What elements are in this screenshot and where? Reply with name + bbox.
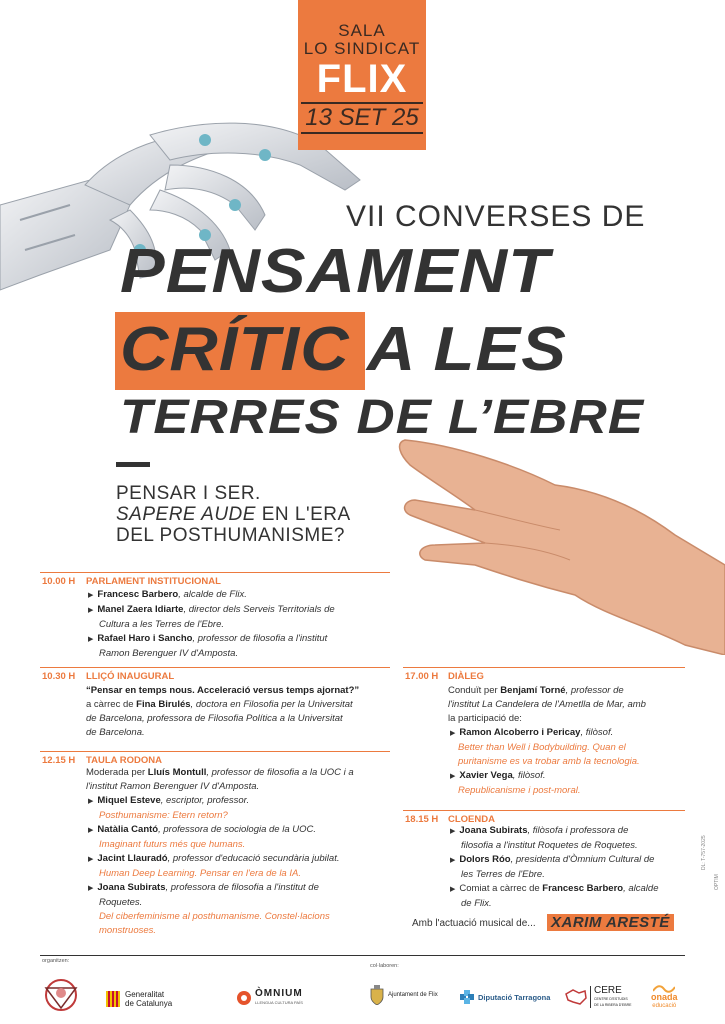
- bullet-icon: ▶: [450, 828, 456, 835]
- diputacio-icon: [460, 990, 474, 1004]
- organizers-label: organitzen:: [42, 958, 70, 964]
- list-item: [448, 769, 688, 784]
- section-rule: [40, 667, 390, 668]
- list-item: [86, 881, 391, 896]
- session-heading: CLOENDA: [448, 814, 495, 825]
- ajuntament-logo: [370, 985, 438, 1005]
- session-heading: PARLAMENT INSTITUCIONAL: [86, 576, 221, 587]
- venue-city: FLIX: [316, 57, 408, 101]
- speaker-desc: , alcalde de Flix.: [178, 589, 247, 600]
- moderator-line: [448, 698, 688, 712]
- speaker-desc-cont: [450, 839, 690, 853]
- lecture-title: [86, 684, 391, 698]
- speaker-desc: de Barcelona, professora de Filosofia Política a la Universitat: [86, 713, 343, 724]
- speaker-desc-line: Roquetes.: [99, 897, 143, 908]
- talk-title: Imaginant futurs més que humans.: [99, 839, 246, 850]
- speaker-name: Fina Birulés: [136, 699, 191, 710]
- list-item: [448, 726, 688, 741]
- speaker-desc-line: Ramon Berenguer IV d'Amposta.: [99, 648, 239, 659]
- speaker-desc-cont: [450, 897, 690, 911]
- speaker-name: Manel Zaera Idiarte: [97, 604, 184, 615]
- speaker-desc-cont: [450, 868, 690, 882]
- moderator-line: la participació de:: [448, 713, 522, 724]
- speaker-desc: , filòsof.: [580, 727, 614, 738]
- text: Generalitat: [125, 990, 165, 999]
- speaker-desc: de Barcelona.: [86, 727, 145, 738]
- subtitle-latin: SAPERE AUDE: [116, 504, 256, 525]
- talk-title-cont: puritanisme es va trobar amb la tecnologia.: [458, 756, 640, 767]
- list-item: [88, 588, 388, 603]
- talk-title: Human Deep Learning. Pensar en l'era de la IA.: [99, 868, 301, 879]
- conversa-logo-icon: [40, 978, 82, 1012]
- list-item: [450, 853, 690, 868]
- subtitle-line-1: PENSAR I SER.: [116, 483, 261, 504]
- music-credit: Amb l'actuació musical de...: [412, 918, 536, 929]
- text: a càrrec de: [86, 699, 137, 710]
- title-line-3: TERRES DE L’EBRE: [120, 391, 645, 444]
- bullet-icon: ▶: [88, 885, 94, 892]
- speaker-desc: , professor de filosofia a l'institut: [192, 633, 328, 644]
- venue-date-badge: [298, 0, 426, 150]
- text: Conduït per: [448, 685, 501, 696]
- session-time: 10.00 H: [42, 576, 76, 587]
- subtitle-line-3: DEL POSTHUMANISME?: [116, 525, 345, 546]
- list-item: [86, 794, 391, 809]
- lecture-line: [86, 698, 391, 712]
- session-items: [88, 588, 388, 661]
- session-time: 10.30 H: [42, 671, 76, 682]
- cere-logo: [565, 986, 631, 1008]
- title-line-2: CRÍTIC A LES: [120, 315, 567, 384]
- bullet-icon: ▶: [450, 886, 456, 893]
- speaker-desc: , professora de sociologia de la UOC.: [158, 824, 316, 835]
- speaker-desc: , professor d'educació secundària jubilat.: [167, 853, 340, 864]
- lecture-quote: “Pensar en temps nous. Acceleració versus temps ajornat?”: [86, 685, 360, 696]
- bullet-icon: ▶: [88, 607, 94, 614]
- session-body: [448, 684, 688, 798]
- text: de Catalunya: [125, 999, 173, 1008]
- generalitat-name: [125, 990, 172, 1008]
- list-item: [450, 824, 690, 839]
- speaker-name: Rafael Haro i Sancho: [97, 633, 193, 644]
- bullet-icon: ▶: [450, 730, 456, 737]
- subtitle-line-2-rest: EN L'ERA: [255, 504, 351, 525]
- text: Comiat a càrrec de: [459, 883, 543, 894]
- session-heading: LLIÇÓ INAUGURAL: [86, 671, 175, 682]
- section-rule: [403, 667, 685, 668]
- bullet-icon: ▶: [88, 592, 94, 599]
- omnium-name: [255, 989, 303, 1007]
- talk-title: Republicanisme i post-moral.: [458, 785, 581, 796]
- speaker-name: Joana Subirats: [459, 825, 528, 836]
- speaker-name: Jacint Llauradó: [97, 853, 168, 864]
- speaker-desc: l'institut Ramon Berenguer IV d'Amposta.: [86, 781, 260, 792]
- speaker-name: Dolors Róo: [459, 854, 511, 865]
- moderator-line: [448, 684, 688, 698]
- speaker-desc-cont: [86, 896, 391, 910]
- talk-title: Posthumanisme: Etern retorn?: [99, 810, 228, 821]
- speaker-desc-line: Cultura a les Terres de l'Ebre.: [99, 619, 225, 630]
- speaker-desc-line: les Terres de l'Ebre.: [461, 869, 545, 880]
- subtitle-line-2: [116, 504, 351, 525]
- generalitat-logo: [106, 990, 172, 1008]
- section-rule: [40, 572, 390, 573]
- speaker-name: Benjamí Torné: [500, 685, 566, 696]
- title-kicker: VII CONVERSES DE: [346, 200, 646, 233]
- text: LLENGUA CULTURA PAÍS: [255, 1000, 303, 1005]
- text: Diputació Tarragona: [478, 992, 551, 1002]
- list-item: [88, 603, 388, 618]
- speaker-desc: , director dels Serveis Territorials de: [183, 604, 335, 615]
- legal-deposit: DL: T-757-2025: [701, 835, 707, 870]
- session-heading: TAULA RODONA: [86, 755, 162, 766]
- session-heading: DIÀLEG: [448, 671, 484, 682]
- bullet-icon: ▶: [88, 636, 94, 643]
- list-item: [86, 852, 391, 867]
- speaker-desc: , presidenta d'Òmnium Cultural de: [510, 854, 655, 865]
- speaker-desc-cont: [88, 618, 388, 632]
- session-items: [450, 824, 690, 911]
- cere-map-icon: [565, 988, 587, 1006]
- title-divider: [116, 462, 150, 467]
- speaker-desc: , doctora en Filosofia per la Universitat: [190, 699, 353, 710]
- speaker-name: Miquel Esteve: [97, 795, 161, 806]
- collaborators-label: col·laboren:: [370, 963, 399, 969]
- text: CERE: [594, 985, 622, 996]
- speaker-desc: , escriptor, professor.: [160, 795, 250, 806]
- bullet-icon: ▶: [88, 798, 94, 805]
- text: Ajuntament de Flix: [388, 992, 438, 998]
- printer-code: OPTIM: [714, 874, 720, 890]
- talk-title: Better than Well i Bodybuilding. Quan el: [458, 742, 626, 753]
- event-date: 13 SET 25: [301, 102, 422, 134]
- senyera-icon: [106, 991, 120, 1007]
- section-rule: [40, 751, 390, 752]
- text: educació: [652, 1003, 677, 1009]
- moderator-line: [86, 780, 391, 794]
- text: ÒMNIUM: [255, 988, 303, 999]
- list-item: [86, 823, 391, 838]
- lecture-line: [86, 726, 391, 740]
- title-line-1: PENSAMENT: [120, 237, 551, 306]
- diputacio-logo: [460, 990, 550, 1004]
- list-item: [88, 632, 388, 647]
- list-item: [450, 882, 690, 897]
- text: CENTRE D'ESTUDIS: [594, 997, 628, 1001]
- speaker-name: Ramon Alcoberro i Pericay: [459, 727, 581, 738]
- bullet-icon: ▶: [88, 827, 94, 834]
- footer-rule: [40, 955, 685, 956]
- speaker-name: Joana Subirats: [97, 882, 166, 893]
- bullet-icon: ▶: [88, 856, 94, 863]
- speaker-desc: , professor de filosofia a la UOC i a: [206, 767, 354, 778]
- bullet-icon: ▶: [450, 857, 456, 864]
- speaker-desc: , filòsof.: [512, 770, 546, 781]
- text: Moderada per: [86, 767, 148, 778]
- speaker-desc-line: filosofia a l'institut Roquetes de Roquetes.: [461, 840, 638, 851]
- music-artist: XARIM ARESTÉ: [547, 914, 674, 931]
- speaker-desc-line: de Flix.: [461, 898, 492, 909]
- text: DE LA RIBERA D'EBRE: [594, 1003, 632, 1007]
- subtitle: [116, 483, 351, 546]
- human-hand-image: [395, 425, 725, 655]
- speaker-desc: , alcalde: [623, 883, 659, 894]
- session-body: [86, 766, 391, 938]
- session-time: 18.15 H: [405, 814, 439, 825]
- cere-name: [590, 986, 631, 1008]
- session-body: [86, 684, 391, 740]
- omnium-icon: [237, 991, 251, 1005]
- talk-title: Del ciberfeminisme al posthumanisme. Constel·lacions: [99, 911, 330, 922]
- coat-of-arms-icon: [370, 985, 384, 1005]
- speaker-desc: , filòsofa i professora de: [527, 825, 629, 836]
- speaker-name: Xavier Vega: [459, 770, 513, 781]
- speaker-desc: , professor de: [565, 685, 624, 696]
- moderator-line: [86, 766, 391, 780]
- speaker-name: Lluís Montull: [147, 767, 207, 778]
- session-time: 17.00 H: [405, 671, 439, 682]
- speaker-desc-cont: [88, 647, 388, 661]
- omnium-logo: [237, 989, 303, 1007]
- lecture-line: [86, 712, 391, 726]
- text: onada: [651, 992, 678, 1002]
- speaker-name: Natàlia Cantó: [97, 824, 159, 835]
- talk-title-cont: monstruoses.: [99, 925, 157, 936]
- speaker-name: Francesc Barbero: [97, 589, 179, 600]
- speaker-desc: , professora de filosofia a l'institut de: [165, 882, 319, 893]
- session-time: 12.15 H: [42, 755, 76, 766]
- speaker-name: Francesc Barbero: [542, 883, 624, 894]
- section-rule: [403, 810, 685, 811]
- bullet-icon: ▶: [450, 773, 456, 780]
- venue-line-1: SALA: [338, 21, 386, 40]
- speaker-desc: l'institut La Candelera de l'Ametlla de Mar, amb: [448, 699, 646, 710]
- venue-line-2: LO SINDICAT: [303, 39, 421, 58]
- onada-logo: [651, 984, 678, 1011]
